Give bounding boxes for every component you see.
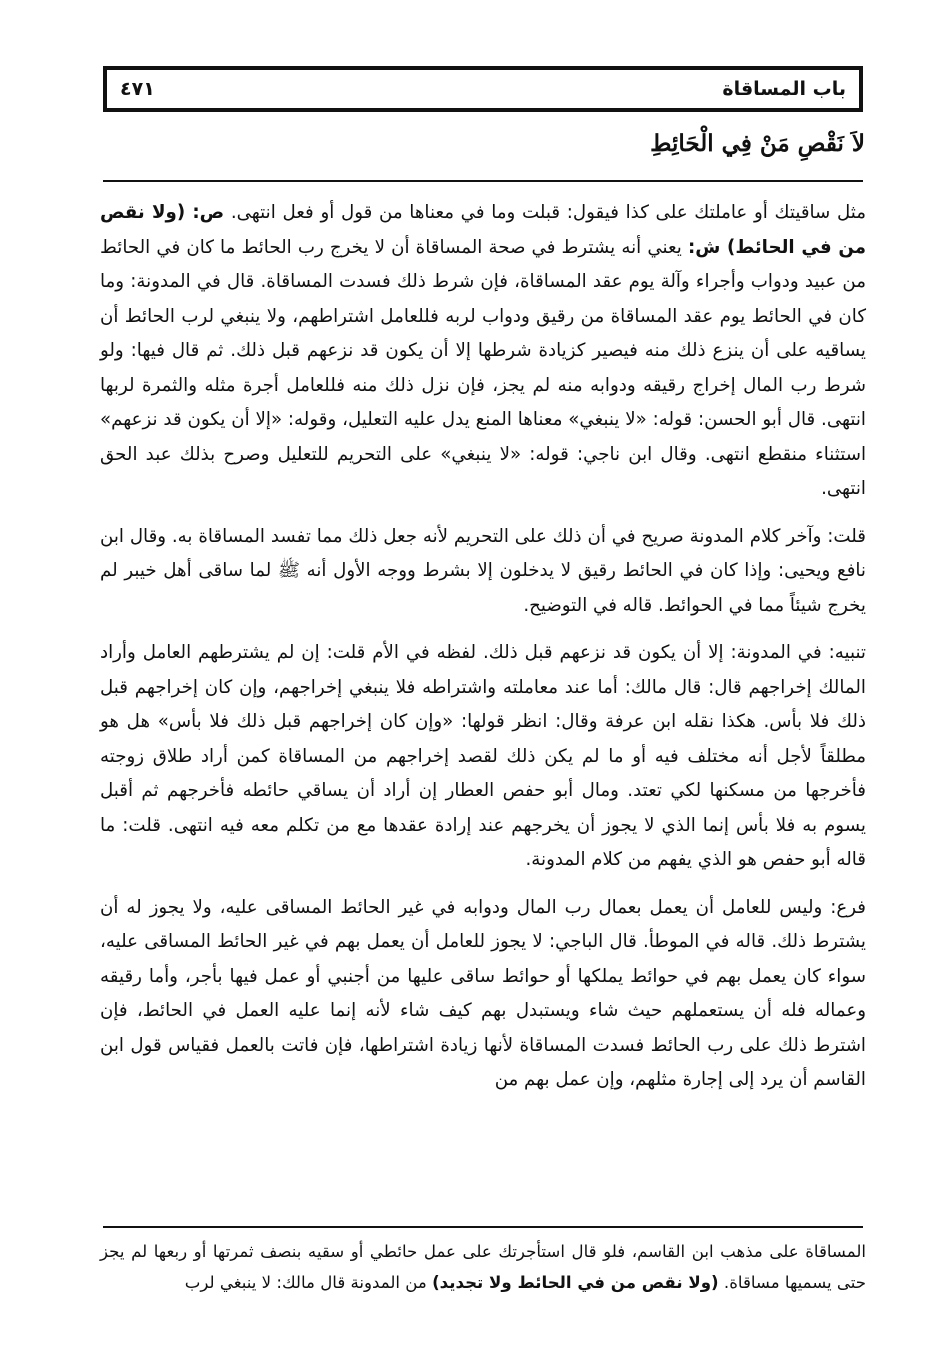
running-header — [103, 66, 863, 112]
paragraph — [100, 520, 866, 624]
bold-quote: ص: (ولا نقص من في الحائط) ش: — [100, 202, 867, 258]
footnote-section — [100, 1236, 866, 1298]
text-run: فرع: وليس للعامل أن يعمل بعمال رب المال ودوابه في غير الحائط المساقى عليه، ولا يجوز له أن يشترط ذلك. قاله في الموطأ. قال الباجي: لا يجوز للعامل أن يعمل بهم في غير الحائط المساقى عليه، سواء كان يعمل بهم في حوائط يملكها أو حوائط ساقى عليها من أجنبي أو عمل فيها بأجر، وأما رقيقه وعماله فله أن يستعملهم حيث شاء ويستبدل بهم كيف شاء لأنه إنما عليه العمل في الحائط، فإن اشترط ذلك على رب الحائط فسدت المساقاة لأنها زيادة اشتراطها، فإن فاتت بالعمل فقياس قول ابن القاسم أن يرد إلى إجارة مثلهم، وإن عمل بهم من — [100, 896, 866, 1090]
text-run: من المدونة قال مالك: لا ينبغي لرب — [184, 1273, 433, 1292]
page-number: ٤٧١ — [120, 78, 155, 100]
chapter-title: باب المساقاة — [722, 78, 846, 100]
text-run: تنبيه: في المدونة: إلا أن يكون قد نزعهم قبل ذلك. لفظه في الأم قلت: إن لم يشترطهم العامل وأراد المالك إخراجهم قال: قال مالك: أما عند معاملته واشتراطه فلا ينبغي إخراجهم، وإن كان إخراجهم قبل ذلك فلا بأس. هكذا نقله ابن عرفة وقال: انظر قولها: «وإن كان إخراجهم قبل ذلك فلا بأس» هل هو مطلقاً لأجل أنه مختلف فيه أو ما لم يكن ذلك لقصد إخراجهم من المساقاة كمن أراد طلاق زوجته فأخرجها من مسكنها لكي تعتد. ومال أبو حفص العطار إن أراد أن يساقي حائطه فأخرجهم ثم أقبل يسوم به فلا بأس إنما الذي لا يجوز أن يخرجهم عند إرادة عقدها مع من تكلم معه فيه انتهى. قلت: ما قاله أبو حفص هو الذي يفهم من كلام المدونة. — [100, 642, 866, 870]
footnote-divider — [103, 1226, 863, 1228]
paragraph — [100, 891, 866, 1098]
paragraph — [100, 196, 866, 507]
commentary-body — [100, 196, 866, 1111]
text-run: قلت: وآخر كلام المدونة صريح في أن ذلك على التحريم لأنه جعل ذلك مما تفسد المساقاة به. وقال ابن نافع ويحيى: وإذا كان في الحائط رقيق لا يدخلون إلا بشرط ووجه الأول أنه ﷺ لما ساقى أهل خيبر لم يخرج شيئاً مما في الحوائط. قاله في التوضيح. — [100, 525, 866, 616]
text-run: المساقاة على مذهب ابن القاسم، فلو قال استأجرتك على عمل حائطي أو سقيه بنصف ثمرتها أو ربعها لم يجز حتى يسميها مساقاة. — [100, 1242, 866, 1292]
matn-heading: لاَ نَقْصِ مَنْ فِي الْحَائِطِ — [650, 130, 865, 157]
header-divider — [103, 180, 863, 182]
text-run: مثل ساقيتك أو عاملتك على كذا فيقول: قبلت وما في معناها من قول أو فعل انتهى. — [224, 202, 867, 223]
bold-quote: (ولا نقص من في الحائط ولا تجديد) — [432, 1273, 719, 1292]
footnote-text — [100, 1236, 866, 1298]
text-run: يعني أنه يشترط في صحة المساقاة أن لا يخرج رب الحائط ما كان في الحائط من عبيد ودواب وأجراء وآلة يوم عقد المساقاة، فإن شرط ذلك فسدت المساقاة. قال في المدونة: وما كان في الحائط يوم عقد المساقاة من رقيق ودواب لربه فللعامل اشتراطهم، ولا ينبغي لرب الحائط أن يساقيه على أن ينزع ذلك منه فيصير كزيادة شرطها إلا أن يكون قد نزعهم قبل ذلك. ثم قال فيها: ولو شرط رب المال إخراج رقيقه ودوابه منه لم يجز، فإن نزل ذلك منه فللعامل أجرة مثله والثمرة لربها انتهى. قال أبو الحسن: قوله: «لا ينبغي» معناها المنع يدل عليه التعليل، وقوله: «إلا أن يكون قد نزعهم» استثناء منقطع انتهى. وقال ابن ناجي: قوله: «لا ينبغي» على التحريم للتعليل وصرح بذلك عبد الحق انتهى. — [100, 236, 866, 499]
paragraph — [100, 636, 866, 878]
